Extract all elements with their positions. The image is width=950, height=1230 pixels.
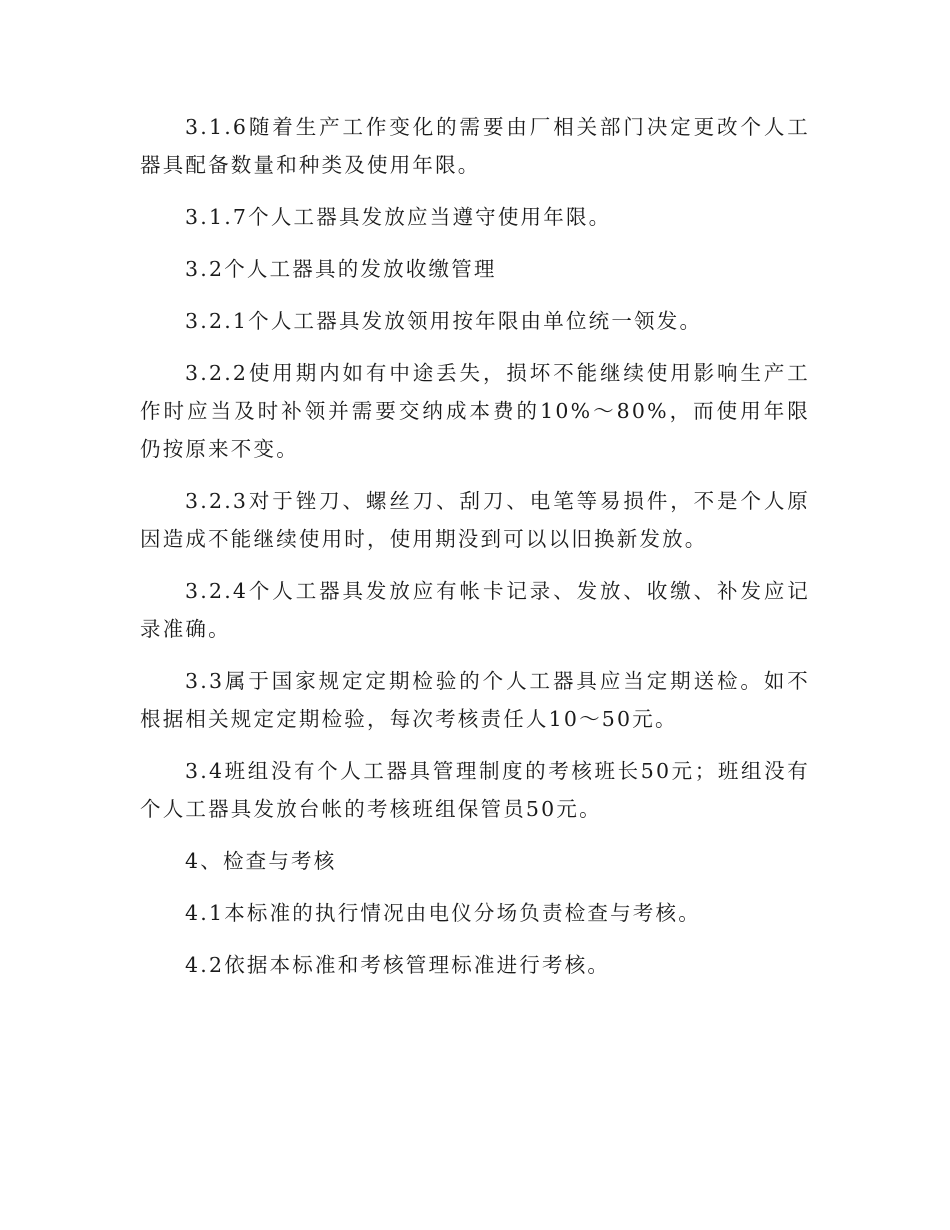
paragraph-3-2-2: 3.2.2使用期内如有中途丢失，损坏不能继续使用影响生产工作时应当及时补领并需要交纳成本费的10%～80%，而使用年限仍按原来不变。: [140, 361, 810, 461]
section-heading-4: 4、检查与考核: [185, 849, 337, 873]
document-body: [140, 108, 810, 998]
paragraph-3-3: 3.3属于国家规定定期检验的个人工器具应当定期送检。如不根据相关规定定期检验，每次考核责任人10～50元。: [140, 669, 810, 731]
paragraph-3-2-4: 3.2.4个人工器具发放应有帐卡记录、发放、收缴、补发应记录准确。: [140, 579, 810, 641]
paragraph-4-2: 4.2依据本标准和考核管理标准进行考核。: [185, 953, 611, 977]
paragraph-3-1-7: 3.1.7个人工器具发放应当遵守使用年限。: [185, 205, 612, 229]
paragraph-4-1: 4.1本标准的执行情况由电仪分场负责检查与考核。: [185, 901, 701, 925]
paragraph-3-2-3: 3.2.3对于锉刀、螺丝刀、刮刀、电笔等易损件，不是个人原因造成不能继续使用时，使用期没到可以以旧换新发放。: [140, 489, 810, 551]
paragraph-3-2-1: 3.2.1个人工器具发放领用按年限由单位统一领发。: [185, 309, 703, 333]
paragraph-3-4: 3.4班组没有个人工器具管理制度的考核班长50元；班组没有个人工器具发放台帐的考核班组保管员50元。: [140, 759, 810, 821]
section-heading-3-2: 3.2个人工器具的发放收缴管理: [185, 257, 497, 281]
paragraph-3-1-6: 3.1.6随着生产工作变化的需要由厂相关部门决定更改个人工器具配备数量和种类及使用年限。: [140, 115, 810, 177]
